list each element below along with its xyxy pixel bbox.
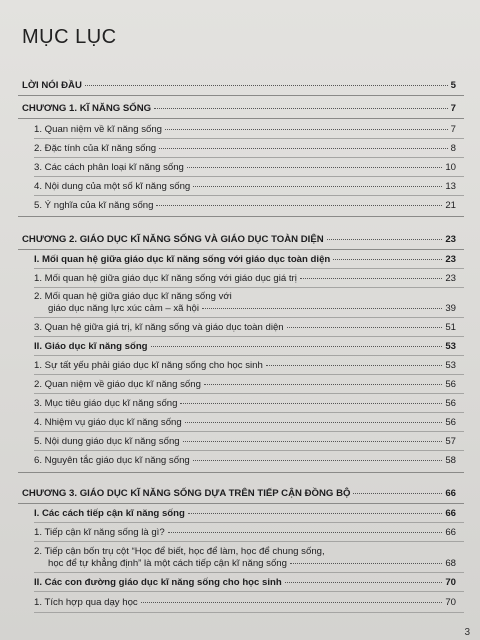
toc-entry-section[interactable]	[34, 577, 456, 589]
toc-entry-line-1: 2. Mối quan hệ giữa giáo dục kĩ năng sống với	[34, 291, 232, 302]
toc-page-number: 13	[445, 181, 456, 192]
toc-entry-section[interactable]	[34, 341, 456, 353]
dot-leader	[188, 513, 442, 514]
toc-page-number: 7	[450, 103, 456, 114]
toc-entry-section[interactable]	[34, 254, 456, 266]
dot-leader	[183, 441, 443, 442]
toc-entry-label: CHƯƠNG 3. GIÁO DỤC KĨ NĂNG SỐNG DỰA TRÊN TIẾP CẬN ĐỒNG BỘ	[22, 488, 351, 499]
dot-leader	[204, 384, 442, 385]
toc-entry-label: 4. Nội dung của một số kĩ năng sống	[34, 181, 191, 192]
toc-page-number: 53	[445, 360, 456, 371]
divider	[18, 118, 464, 119]
toc-entry[interactable]	[48, 303, 456, 315]
divider	[34, 176, 464, 177]
divider	[18, 503, 464, 504]
toc-entry[interactable]	[34, 162, 456, 174]
dot-leader	[193, 186, 442, 187]
toc-entry-label: giáo dục năng lực xúc cảm – xã hội	[48, 303, 199, 314]
toc-entry-label: I. Mối quan hệ giữa giáo dục kĩ năng sống với giáo dục toàn diện	[34, 254, 331, 265]
dot-leader	[290, 563, 442, 564]
toc-entry-line-1: 2. Tiếp cận bốn trụ cột “Học để biết, học để làm, học để chung sống,	[34, 546, 325, 557]
divider	[34, 355, 464, 356]
divider	[18, 95, 464, 96]
toc-page-number: 68	[445, 558, 456, 569]
toc-entry-label: 1. Quan niệm về kĩ năng sống	[34, 124, 162, 135]
dot-leader	[187, 167, 442, 168]
toc-entry-label: 5. Ý nghĩa của kĩ năng sống	[34, 200, 154, 211]
toc-page-number: 21	[445, 200, 456, 211]
divider	[34, 431, 464, 432]
divider	[34, 412, 464, 413]
toc-entry-chapter-1[interactable]	[22, 103, 456, 115]
toc-entry-label: 3. Các cách phân loại kĩ năng sống	[34, 162, 184, 173]
toc-entry-section[interactable]	[34, 508, 456, 520]
toc-page-number: 23	[445, 234, 456, 245]
divider	[18, 249, 464, 250]
toc-entry-label: 1. Tiếp cận kĩ năng sống là gì?	[34, 527, 165, 538]
toc-entry-label: II. Các con đường giáo dục kĩ năng sống cho học sinh	[34, 577, 282, 588]
toc-entry-label: 1. Mối quan hệ giữa giáo dục kĩ năng sống với giáo dục giá trị	[34, 273, 297, 284]
dot-leader	[85, 85, 448, 86]
dot-leader	[141, 602, 443, 603]
dot-leader	[353, 493, 442, 494]
toc-page-number: 5	[450, 80, 456, 91]
toc-entry-label: 6. Nguyên tắc giáo dục kĩ năng sống	[34, 455, 190, 466]
divider	[34, 522, 464, 523]
divider	[18, 472, 464, 473]
toc-entry[interactable]	[34, 597, 456, 609]
dot-leader	[151, 346, 443, 347]
dot-leader	[287, 327, 443, 328]
toc-entry-label: 4. Nhiệm vụ giáo dục kĩ năng sống	[34, 417, 182, 428]
toc-page-number: 23	[445, 254, 456, 265]
divider	[34, 287, 464, 288]
toc-entry-label: 2. Đặc tính của kĩ năng sống	[34, 143, 157, 154]
toc-entry[interactable]	[34, 436, 456, 448]
toc-entry[interactable]	[34, 181, 456, 193]
dot-leader	[165, 129, 448, 130]
dot-leader	[185, 422, 443, 423]
toc-page-number: 56	[445, 379, 456, 390]
toc-entry-label: 1. Sự tất yếu phải giáo dục kĩ năng sống cho học sinh	[34, 360, 263, 371]
divider	[34, 572, 464, 573]
dot-leader	[285, 582, 443, 583]
toc-page-number: 58	[445, 455, 456, 466]
toc-page-number: 10	[445, 162, 456, 173]
toc-page-number: 70	[445, 597, 456, 608]
toc-entry[interactable]	[34, 200, 456, 212]
toc-entry-label: LỜI NÓI ĐẦU	[22, 80, 82, 91]
toc-entry[interactable]	[34, 143, 456, 155]
toc-page-number: 70	[445, 577, 456, 588]
toc-entry[interactable]	[34, 322, 456, 334]
dot-leader	[154, 108, 448, 109]
toc-entry-label: 2. Quan niệm về giáo dục kĩ năng sống	[34, 379, 201, 390]
toc-entry-chapter-3[interactable]	[22, 488, 456, 500]
toc-entry-label: 5. Nội dung giáo dục kĩ năng sống	[34, 436, 180, 447]
toc-entry-label: II. Giáo dục kĩ năng sống	[34, 341, 148, 352]
toc-page-number: 66	[445, 508, 456, 519]
divider	[34, 541, 464, 542]
dot-leader	[180, 403, 442, 404]
divider	[34, 336, 464, 337]
toc-page-number: 51	[445, 322, 456, 333]
toc-page-number: 23	[445, 273, 456, 284]
divider	[34, 612, 464, 613]
toc-page-number: 66	[445, 527, 456, 538]
page-title: MỤC LỤC	[22, 26, 117, 48]
toc-entry[interactable]	[34, 455, 456, 467]
toc-entry[interactable]	[34, 527, 456, 539]
toc-page-number: 7	[450, 124, 456, 135]
toc-entry[interactable]	[34, 417, 456, 429]
toc-entry[interactable]	[34, 379, 456, 391]
divider	[34, 374, 464, 375]
toc-entry-label: I. Các cách tiếp cận kĩ năng sống	[34, 508, 185, 519]
toc-page-number: 56	[445, 398, 456, 409]
toc-page-number: 56	[445, 417, 456, 428]
toc-entry[interactable]	[48, 558, 456, 570]
dot-leader	[159, 148, 448, 149]
divider	[34, 138, 464, 139]
toc-page-number: 66	[445, 488, 456, 499]
toc-entry-label: CHƯƠNG 2. GIÁO DỤC KĨ NĂNG SỐNG VÀ GIÁO DỤC TOÀN DIỆN	[22, 234, 324, 245]
toc-entry-label: 3. Quan hệ giữa giá trị, kĩ năng sống và giáo dục toàn diện	[34, 322, 284, 333]
toc-entry[interactable]	[34, 273, 456, 285]
toc-page-number: 53	[445, 341, 456, 352]
dot-leader	[156, 205, 442, 206]
divider	[18, 216, 464, 217]
divider	[34, 393, 464, 394]
divider	[34, 195, 464, 196]
toc-entry[interactable]	[34, 124, 456, 136]
toc-entry-preface[interactable]	[22, 80, 456, 92]
dot-leader	[193, 460, 443, 461]
toc-page-number: 8	[450, 143, 456, 154]
toc-page-number: 39	[445, 303, 456, 314]
divider	[34, 591, 464, 592]
toc-entry-label: học để tự khẳng định” là một cách tiếp cận kĩ năng sống	[48, 558, 287, 569]
divider	[34, 317, 464, 318]
divider	[34, 157, 464, 158]
toc-entry-label: 3. Mục tiêu giáo dục kĩ năng sống	[34, 398, 178, 409]
dot-leader	[327, 239, 443, 240]
dot-leader	[168, 532, 443, 533]
toc-entry-label: 1. Tích hợp qua dạy học	[34, 597, 138, 608]
page-folio-number: 3	[464, 627, 470, 638]
dot-leader	[300, 278, 442, 279]
toc-entry-chapter-2[interactable]	[22, 234, 456, 246]
toc-page-number: 57	[445, 436, 456, 447]
toc-entry[interactable]	[34, 360, 456, 372]
divider	[34, 268, 464, 269]
dot-leader	[202, 308, 442, 309]
toc-entry-label: CHƯƠNG 1. KĨ NĂNG SỐNG	[22, 103, 152, 114]
dot-leader	[333, 259, 442, 260]
dot-leader	[266, 365, 442, 366]
toc-entry[interactable]	[34, 398, 456, 410]
divider	[34, 450, 464, 451]
